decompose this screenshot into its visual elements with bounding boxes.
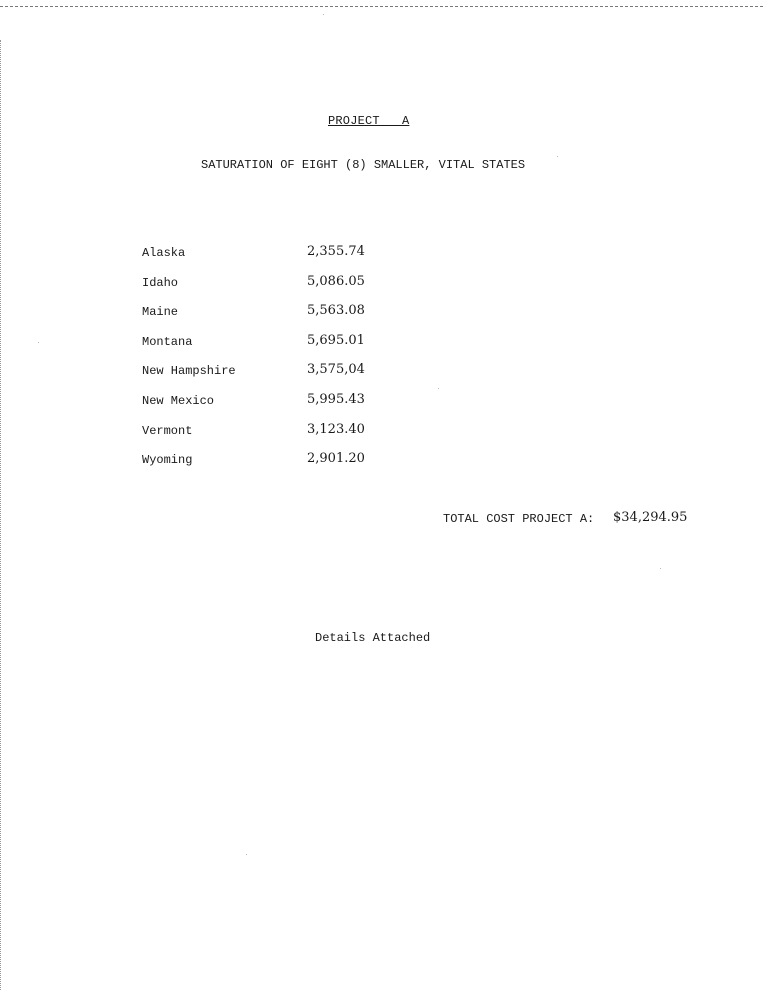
state-cost: 5,086.05 <box>307 273 365 289</box>
state-cost-list <box>142 246 402 483</box>
page-title: PROJECT A <box>328 114 410 128</box>
scan-speck <box>38 342 39 343</box>
state-name: New Hampshire <box>142 364 236 379</box>
state-cost: 3,123.40 <box>307 421 365 437</box>
state-name: Alaska <box>142 246 186 260</box>
state-name: New Mexico <box>142 393 215 408</box>
list-item <box>142 364 402 394</box>
state-name: Wyoming <box>142 453 193 468</box>
state-cost: 2,355.74 <box>307 244 365 259</box>
list-item <box>142 246 402 276</box>
state-cost: 2,901.20 <box>307 451 365 467</box>
state-name: Idaho <box>142 275 179 290</box>
state-cost: 5,695.01 <box>307 332 365 348</box>
list-item <box>142 332 402 365</box>
list-item <box>142 273 402 306</box>
scan-speck <box>323 14 324 15</box>
state-cost: 5,563.08 <box>307 303 365 319</box>
state-cost: 5,995.43 <box>307 391 365 407</box>
scan-speck <box>438 388 439 389</box>
state-name: Vermont <box>142 423 193 438</box>
scan-speck <box>557 156 558 157</box>
page-top-edge <box>0 0 763 7</box>
list-item <box>142 305 402 335</box>
list-item <box>142 421 402 454</box>
total-cost-label: TOTAL COST PROJECT A: <box>443 512 595 526</box>
page-left-edge <box>0 40 3 990</box>
details-note: Details Attached <box>315 631 431 645</box>
scan-speck <box>660 568 661 569</box>
list-item <box>142 391 402 424</box>
total-cost-value: $34,294.95 <box>613 510 688 525</box>
state-name: Montana <box>142 334 193 349</box>
list-item <box>142 453 402 483</box>
state-name: Maine <box>142 305 179 320</box>
page-subtitle: SATURATION OF EIGHT (8) SMALLER, VITAL STATES <box>201 158 526 172</box>
scan-speck <box>246 854 247 855</box>
state-cost: 3,575,04 <box>307 362 365 378</box>
